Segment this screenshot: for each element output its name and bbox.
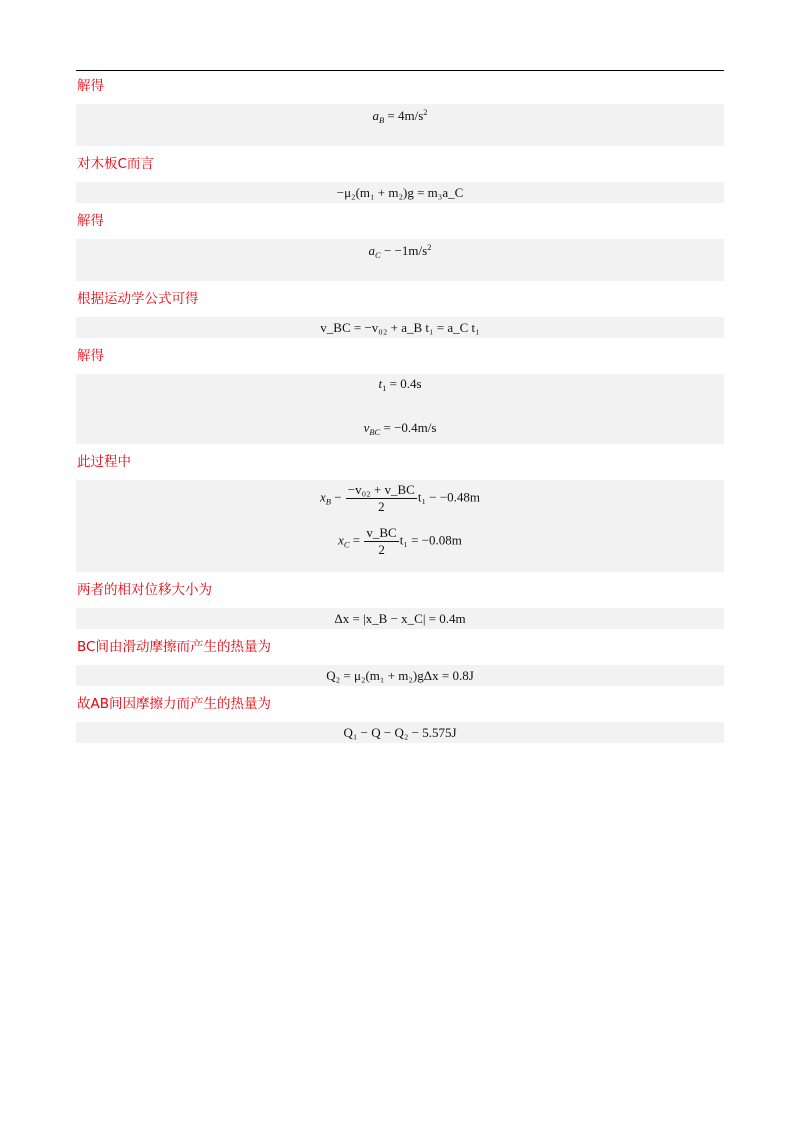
eq-sup: 2 (427, 242, 432, 252)
equation-xC (76, 514, 724, 557)
eq-sub: 1 (382, 383, 387, 393)
equation-Q2: Q₂ = μ₂(m₁ + m₂)gΔx = 0.8J (326, 668, 474, 683)
equation-box (76, 480, 724, 572)
equation-Q1: Q₁ − Q − Q₂ − 5.575J (343, 725, 457, 740)
equation-kinematics: v_BC = −v₀₂ + a_B t₁ = a_C t₁ (320, 320, 480, 335)
fraction-denominator: 2 (378, 499, 385, 514)
eq-sub: C (343, 539, 350, 550)
solution-content (76, 76, 724, 751)
eq-sub: C (375, 250, 381, 260)
step-label: 对木板C而言 (77, 156, 154, 172)
eq-sub: BC (369, 427, 381, 437)
eq-var: t (378, 376, 383, 391)
equation-box (76, 374, 724, 444)
eq-value: 0.4s (400, 376, 422, 391)
step-label: 此过程中 (77, 454, 131, 470)
equation-box (76, 722, 724, 743)
eq-sub: B (378, 115, 385, 125)
eq-var: x (319, 489, 326, 505)
step-label: 解得 (77, 348, 104, 364)
top-rule (76, 70, 724, 71)
eq-value: −0.4m/s (394, 420, 437, 435)
equation-box (76, 317, 724, 338)
eq-var: a (368, 243, 376, 258)
equation-box (76, 182, 724, 203)
step-label: 解得 (77, 213, 104, 229)
eq-op: = (349, 532, 364, 548)
eq-var: v (363, 420, 370, 435)
step-label: 根据运动学公式可得 (77, 291, 199, 307)
eq-var: a (372, 108, 379, 123)
equation-relative-displacement: Δx = |x_B − x_C| = 0.4m (334, 611, 466, 626)
eq-rest: t₁ = −0.08m (399, 532, 462, 548)
equation-newton-C: −μ₂(m₁ + m₂)g = m₃a_C (336, 185, 464, 200)
step-label: 解得 (77, 78, 104, 94)
eq-op: − (380, 243, 395, 258)
eq-var: x (338, 532, 344, 548)
eq-sup: 2 (423, 107, 428, 117)
equation-aC (76, 239, 724, 259)
eq-op: = (380, 420, 395, 435)
eq-op: = (386, 376, 401, 391)
equation-aB (76, 104, 724, 124)
step-label: 故AB间因摩擦力而产生的热量为 (77, 696, 271, 712)
eq-op: = (384, 108, 398, 123)
fraction-numerator: v_BC (366, 525, 397, 540)
eq-op: − (330, 489, 345, 505)
eq-rest: t₁ − −0.48m (417, 489, 481, 505)
fraction-numerator: −v₀₂ + v_BC (347, 482, 415, 497)
equation-xB (76, 480, 724, 514)
eq-value: 4m/s (398, 108, 424, 123)
fraction (364, 526, 398, 557)
fraction (346, 483, 417, 514)
equation-box (76, 239, 724, 281)
eq-value: −1m/s (394, 243, 428, 258)
step-label: 两者的相对位移大小为 (77, 582, 212, 598)
eq-sub: B (325, 496, 331, 507)
equation-vBC (76, 392, 724, 436)
equation-box (76, 104, 724, 146)
fraction-denominator: 2 (378, 542, 385, 557)
step-label: BC间由滑动摩擦而产生的热量为 (77, 639, 271, 655)
equation-t1 (76, 374, 724, 392)
equation-box (76, 665, 724, 686)
equation-box (76, 608, 724, 629)
